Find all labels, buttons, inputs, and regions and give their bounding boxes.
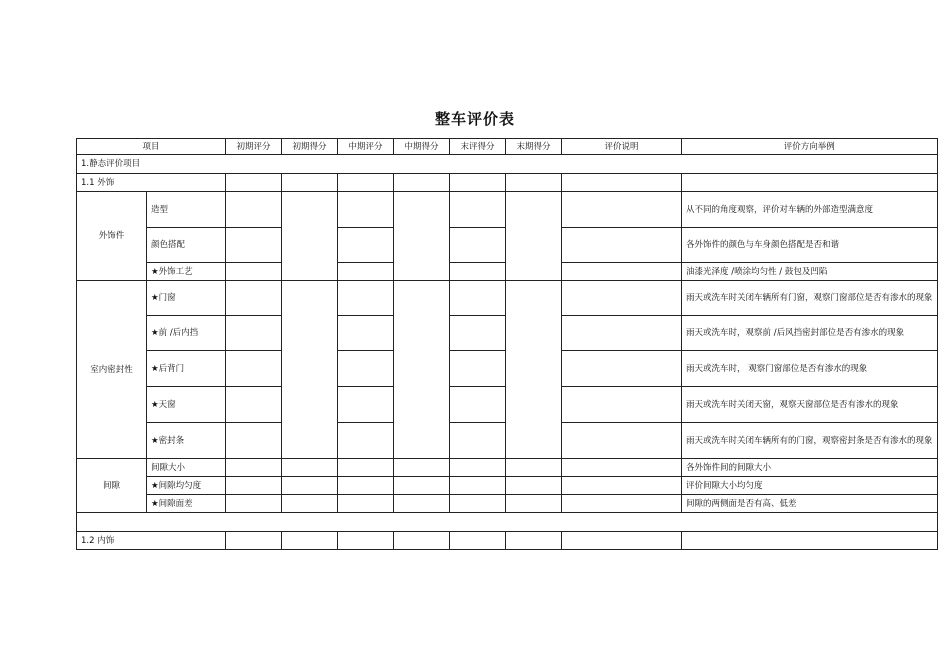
- blank-row: [77, 513, 938, 532]
- score-cell[interactable]: [450, 387, 506, 423]
- score-cell[interactable]: [450, 495, 506, 513]
- score-cell[interactable]: [450, 423, 506, 459]
- spacer-row: [77, 513, 938, 532]
- score-cell[interactable]: [506, 495, 562, 513]
- score-cell[interactable]: [338, 192, 394, 228]
- description-cell[interactable]: [562, 174, 682, 192]
- score-cell[interactable]: [394, 495, 450, 513]
- header-initial-score: 初期评分: [226, 139, 282, 155]
- item-label: ★后背门: [147, 351, 226, 387]
- group-label-exterior: 外饰件: [77, 192, 147, 281]
- description-cell[interactable]: [562, 459, 682, 477]
- item-label: ★间隙面差: [147, 495, 226, 513]
- table-row: [77, 281, 938, 316]
- score-cell[interactable]: [506, 281, 562, 459]
- score-cell[interactable]: [282, 192, 338, 281]
- header-initial-result: 初期得分: [282, 139, 338, 155]
- section-interior-title: 1.2 内饰: [77, 532, 226, 550]
- score-cell[interactable]: [506, 477, 562, 495]
- example-text: 各外饰件的颜色与车身颜色搭配是否和谐: [682, 228, 938, 263]
- score-cell[interactable]: [226, 532, 282, 550]
- score-cell[interactable]: [394, 174, 450, 192]
- score-cell[interactable]: [450, 351, 506, 387]
- item-label: 造型: [147, 192, 226, 228]
- score-cell[interactable]: [450, 174, 506, 192]
- score-cell[interactable]: [506, 459, 562, 477]
- score-cell[interactable]: [226, 263, 282, 281]
- score-cell[interactable]: [226, 228, 282, 263]
- item-label: ★门窗: [147, 281, 226, 316]
- score-cell[interactable]: [226, 495, 282, 513]
- page-title: 整车评价表: [434, 110, 515, 128]
- description-cell[interactable]: [562, 316, 682, 351]
- section-static-title: 1.静态评价项目: [77, 155, 938, 174]
- score-cell[interactable]: [338, 174, 394, 192]
- example-text: 雨天或洗车时，观察前 /后风挡密封部位是否有渗水的现象: [682, 316, 938, 351]
- header-final-result: 末期得分: [506, 139, 562, 155]
- description-cell[interactable]: [562, 192, 682, 228]
- item-label: ★天窗: [147, 387, 226, 423]
- example-text: 各外饰件间的间隙大小: [682, 459, 938, 477]
- score-cell[interactable]: [450, 281, 506, 316]
- score-cell[interactable]: [226, 316, 282, 351]
- example-text: 评价间隙大小均匀度: [682, 477, 938, 495]
- score-cell[interactable]: [338, 281, 394, 316]
- item-label: ★密封条: [147, 423, 226, 459]
- score-cell[interactable]: [450, 532, 506, 550]
- table-row: [77, 477, 938, 495]
- group-label-gap: 间隙: [77, 459, 147, 513]
- example-text: 油漆光泽度 /喷涂均匀性 / 鼓包及凹陷: [682, 263, 938, 281]
- score-cell[interactable]: [338, 316, 394, 351]
- item-label: ★外饰工艺: [147, 263, 226, 281]
- item-label: 间隙大小: [147, 459, 226, 477]
- header-mid-result: 中期得分: [394, 139, 450, 155]
- score-cell[interactable]: [282, 532, 338, 550]
- score-cell[interactable]: [226, 281, 282, 316]
- section-row: [77, 155, 938, 174]
- header-final-score: 末评得分: [450, 139, 506, 155]
- description-cell[interactable]: [562, 281, 682, 316]
- evaluation-table: [76, 138, 938, 550]
- score-cell[interactable]: [506, 532, 562, 550]
- score-cell[interactable]: [506, 174, 562, 192]
- example-text: 雨天或洗车时关闭车辆所有门窗，观察门窗部位是否有渗水的现象: [682, 281, 938, 316]
- header-project: 项目: [77, 139, 226, 155]
- group-label-sealing: 室内密封性: [77, 281, 147, 459]
- score-cell[interactable]: [506, 192, 562, 281]
- score-cell[interactable]: [338, 495, 394, 513]
- score-cell[interactable]: [226, 174, 282, 192]
- score-cell[interactable]: [450, 459, 506, 477]
- score-cell[interactable]: [394, 192, 450, 281]
- header-mid-score: 中期评分: [338, 139, 394, 155]
- description-cell[interactable]: [562, 263, 682, 281]
- score-cell[interactable]: [394, 477, 450, 495]
- score-cell[interactable]: [338, 477, 394, 495]
- score-cell[interactable]: [226, 387, 282, 423]
- score-cell[interactable]: [226, 192, 282, 228]
- description-cell[interactable]: [562, 387, 682, 423]
- score-cell[interactable]: [394, 532, 450, 550]
- score-cell[interactable]: [338, 459, 394, 477]
- example-text: 雨天或洗车时关闭车辆所有的门窗，观察密封条是否有渗水的现象: [682, 423, 938, 459]
- score-cell[interactable]: [394, 459, 450, 477]
- score-cell[interactable]: [282, 174, 338, 192]
- header-description: 评价说明: [562, 139, 682, 155]
- example-cell: [682, 532, 938, 550]
- score-cell[interactable]: [338, 351, 394, 387]
- score-cell[interactable]: [282, 477, 338, 495]
- score-cell[interactable]: [450, 228, 506, 263]
- score-cell[interactable]: [450, 263, 506, 281]
- score-cell[interactable]: [226, 423, 282, 459]
- description-cell[interactable]: [562, 351, 682, 387]
- section-row: [77, 532, 938, 550]
- item-label: ★前 /后内挡: [147, 316, 226, 351]
- table-row: [77, 192, 938, 228]
- description-cell[interactable]: [562, 477, 682, 495]
- score-cell[interactable]: [338, 532, 394, 550]
- score-cell[interactable]: [282, 459, 338, 477]
- score-cell[interactable]: [338, 387, 394, 423]
- score-cell[interactable]: [450, 316, 506, 351]
- example-text: 雨天或洗车时关闭天窗，观察天窗部位是否有渗水的现象: [682, 387, 938, 423]
- example-text: 雨天或洗车时， 观察门窗部位是否有渗水的现象: [682, 351, 938, 387]
- section-row: [77, 174, 938, 192]
- header-row: [77, 139, 938, 155]
- table-row: [77, 495, 938, 513]
- description-cell[interactable]: [562, 423, 682, 459]
- description-cell[interactable]: [562, 532, 682, 550]
- score-cell[interactable]: [226, 459, 282, 477]
- item-label: ★间隙均匀度: [147, 477, 226, 495]
- example-text: 间隙的两侧面是否有高、低差: [682, 495, 938, 513]
- header-example: 评价方向举例: [682, 139, 938, 155]
- score-cell[interactable]: [226, 351, 282, 387]
- item-label: 颜色搭配: [147, 228, 226, 263]
- score-cell[interactable]: [282, 495, 338, 513]
- score-cell[interactable]: [338, 228, 394, 263]
- section-exterior-title: 1.1 外饰: [77, 174, 226, 192]
- table-row: [77, 459, 938, 477]
- score-cell[interactable]: [450, 477, 506, 495]
- score-cell[interactable]: [450, 192, 506, 228]
- description-cell[interactable]: [562, 228, 682, 263]
- score-cell[interactable]: [282, 281, 338, 459]
- score-cell[interactable]: [394, 281, 450, 459]
- score-cell[interactable]: [338, 423, 394, 459]
- score-cell[interactable]: [338, 263, 394, 281]
- example-cell: [682, 174, 938, 192]
- description-cell[interactable]: [562, 495, 682, 513]
- score-cell[interactable]: [226, 477, 282, 495]
- example-text: 从不同的角度观察，评价对车辆的外部造型满意度: [682, 192, 938, 228]
